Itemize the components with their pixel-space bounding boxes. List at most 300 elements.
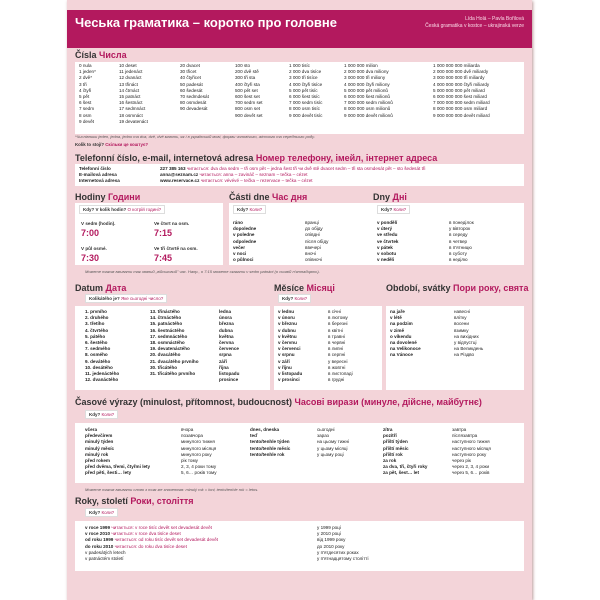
number-item: 9 000 000 000 devět miliard	[433, 112, 490, 118]
time-expr-ua: позавчора	[181, 433, 203, 439]
datum-q-ua: Яке сьогодні число?	[121, 296, 164, 301]
month-ua-item: в жовтні	[328, 364, 346, 370]
month-genitive-item: května	[219, 333, 234, 339]
dny-ua-item: в неділю	[449, 257, 468, 263]
time-expr-ua: 2, 3, 4 роки тому	[181, 464, 217, 470]
number-item: 4 000 čtyři tisíce	[289, 81, 323, 87]
month-ua-item: в лютому	[328, 315, 348, 321]
date-item: 14. čtrnáctého	[150, 315, 182, 321]
number-item: 19 devatenáct	[119, 118, 148, 124]
date-item: 11. jedenáctého	[85, 371, 120, 377]
number-item: 5 pět	[79, 94, 90, 100]
number-item: 6 000 šest tisíc	[289, 94, 320, 100]
cisla-column	[79, 63, 96, 125]
hodiny-time: 7:30	[81, 253, 100, 263]
casti-ua-item: ввечері	[305, 244, 321, 250]
number-item: 2 000 000 dva miliony	[344, 69, 389, 75]
authors-names: Lída Holá – Pavla Bořilová	[465, 16, 524, 22]
dny-ua-item: у вівторок	[449, 226, 471, 232]
number-item: 90 devadesát	[180, 106, 208, 112]
month-cz-item: v červnu	[278, 340, 297, 346]
time-expr-cz: příští měsíc	[383, 445, 409, 451]
dny-question	[377, 205, 410, 214]
date-item: 12. dvanáctého	[85, 377, 119, 383]
roky-ua	[317, 525, 369, 562]
month-ua-item: в грудні	[328, 377, 345, 383]
roky-title-ua: Роки, століття	[130, 496, 194, 506]
casove-note: Можете також вживати слово з тим же значенням: minulý rok = loni, tento/tenhle rok = letos.	[85, 487, 259, 492]
season-ua-item: на Різдво	[454, 352, 475, 358]
number-item: 10 deset	[119, 63, 137, 68]
casti-cz-item: v noci	[233, 251, 247, 257]
time-expr-ua: 5, 6… років тому	[181, 470, 217, 476]
datum-question	[85, 294, 167, 303]
month-ua-item: в липні	[328, 346, 344, 352]
season-cz-item: o víkendu	[390, 333, 412, 339]
cisla-title: Čísla	[75, 50, 97, 60]
season-cz-item: na Velikonoce	[390, 346, 421, 352]
casti-cz-item: o půlnoci	[233, 257, 254, 263]
time-expr-ua: через 2, 3, 4 роки	[452, 464, 490, 470]
month-genitive-item: listopadu	[219, 371, 240, 377]
casove-c2	[181, 427, 217, 477]
datum-title: Datum	[75, 283, 104, 293]
authors-subtitle: Česká gramatika v kostce – ukrajinská verze	[425, 23, 524, 29]
time-expr-ua: через 5, 6… років	[452, 470, 490, 476]
hodiny-note: Можете також вживати так званий „військовий" час. Напр., о 7:15 можете сказати v sedm patnáct (о сьомій п'ятнадцять).	[85, 269, 320, 274]
season-ua-item: на Великдень	[454, 346, 484, 352]
year-ua-item: у п'ятдесятих роках	[317, 549, 359, 555]
year-cz-item: v patnáctém století	[85, 556, 124, 562]
cisla-question	[75, 142, 148, 147]
casti-ua-item: вранці	[305, 220, 319, 225]
number-item: 6 šest	[79, 100, 92, 106]
month-ua-item: в квітні	[328, 327, 343, 333]
time-expr-cz: včera	[85, 427, 98, 432]
number-item: 8 000 000 000 osm miliard	[433, 106, 488, 112]
mesice-title-ua: Місяці	[306, 283, 335, 293]
number-item: 16 šestnáct	[119, 100, 143, 106]
roky-question	[85, 508, 118, 517]
month-genitive-item: ledna	[219, 309, 231, 314]
month-genitive-item: prosince	[219, 377, 239, 383]
authors	[425, 16, 524, 30]
obdobi-title-ua: Пори року, свята	[453, 283, 529, 293]
hodiny-label: Ve tři čtvrtě na osm.	[154, 246, 198, 251]
time-expr-cz: pozítří	[383, 433, 397, 439]
cisla-column	[289, 63, 322, 119]
number-item: 9 000 devět tisíc	[289, 112, 323, 118]
time-expr-cz: za dva, tři, čtyři roky	[383, 464, 428, 470]
time-expr-ua: через рік	[452, 458, 471, 464]
number-item: 6 000 000 000 šest miliard	[433, 94, 487, 100]
number-item: 500 pět set	[235, 87, 258, 93]
phone-value: 227 385 163 читається: dva dva sedm – tři osm pět – jedna šest tři чи dvě stě dvacet sedm – tři sta osmdesát pět – sto šedesát tři	[160, 166, 426, 171]
month-genitive-item: září	[219, 358, 227, 364]
date-item: 18. osmnáctého	[150, 340, 185, 346]
casti-ua-item: вночі	[305, 251, 316, 257]
time-expr-cz: tento/tenhle rok	[250, 451, 285, 457]
season-cz-item: na Vánoce	[390, 352, 413, 358]
season-ua-item: на вихідних	[454, 333, 479, 339]
time-expr-ua: завтра	[452, 427, 467, 432]
dny-q-ua: Коли?	[393, 207, 407, 212]
section-title-datum	[75, 283, 126, 293]
time-expr-cz: za pět, šest… let	[383, 470, 419, 476]
number-item: 7 000 000 000 sedm miliard	[433, 100, 490, 106]
roky-cz	[85, 525, 218, 562]
casti-cz-item: dopoledne	[233, 226, 257, 232]
dny-cz-item: v neděli	[377, 257, 395, 263]
section-title-hodiny	[75, 192, 140, 202]
cisla-column	[433, 63, 490, 119]
season-ua-item: навесні	[454, 309, 470, 314]
number-item: 3 000 000 000 tři miliardy	[433, 75, 485, 81]
number-item: 1 000 000 milion	[344, 63, 378, 68]
date-item: 7. sedmého	[85, 346, 111, 352]
hodiny-question	[79, 205, 165, 214]
year-ua-item: від 1999 року	[317, 537, 346, 543]
date-item: 6. šestého	[85, 340, 108, 346]
time-expr-cz: minulý měsíc	[85, 445, 115, 451]
month-cz-item: v srpnu	[278, 352, 295, 358]
month-ua-item: у вересні	[328, 358, 348, 364]
time-expr-cz: minulý rok	[85, 451, 109, 457]
hodiny-label: V půl osmé.	[81, 246, 107, 251]
time-expr-ua: минулого тижня	[181, 439, 215, 445]
casti-q: Kdy?	[237, 207, 249, 212]
number-item: 30 třicet	[180, 69, 197, 75]
month-cz-item: v září	[278, 358, 290, 364]
casove-c6	[452, 427, 491, 477]
time-expr-cz: před rokem	[85, 458, 111, 464]
cisla-column	[235, 63, 263, 119]
dny-ua-item: в четвер	[449, 238, 468, 244]
obdobi-ua	[454, 309, 483, 359]
time-expr-cz: předevčírem	[85, 433, 113, 439]
time-expr-cz: příští týden	[383, 439, 408, 445]
hodiny-label: V sedm (hodin).	[81, 221, 116, 226]
dny-ua-item: в середу	[449, 232, 468, 238]
mesice-ua	[328, 309, 353, 383]
section-title-dny	[373, 192, 407, 202]
hodiny-time: 7:15	[154, 228, 173, 238]
date-item: 9. devátého	[85, 358, 111, 364]
phone-title-ua: Номер телефону, імейл, інтернет адреса	[255, 153, 438, 163]
date-item: 3. třetího	[85, 321, 105, 327]
number-item: 80 osmdesát	[180, 100, 207, 106]
section-title-casti	[229, 192, 307, 202]
time-expr-cz: minulý týden	[85, 439, 114, 445]
cisla-column	[180, 63, 209, 113]
dny-cz	[377, 220, 398, 263]
phone-label: Telefonní číslo	[79, 166, 111, 171]
number-item: 400 čtyři sta	[235, 81, 260, 87]
grammar-sheet	[67, 0, 532, 600]
time-expr-ua: сьогодні	[317, 427, 335, 432]
casove-q: Kdy?	[89, 412, 101, 417]
obdobi-cz	[390, 309, 421, 359]
mesice-q: Kdy?	[282, 296, 294, 301]
cisla-column	[344, 63, 393, 119]
month-genitive-item: března	[219, 321, 234, 327]
dny-ua-item: в суботу	[449, 251, 467, 257]
number-item: 2 000 dva tisíce	[289, 69, 322, 75]
date-item: 5. pátého	[85, 333, 106, 339]
number-item: 100 sto	[235, 63, 251, 68]
casove-c1	[85, 427, 150, 477]
month-cz-item: v únoru	[278, 315, 295, 321]
number-item: 17 sedmnáct	[119, 106, 146, 112]
number-item: 0 nula	[79, 63, 92, 68]
season-cz-item: v zimě	[390, 327, 405, 333]
month-ua-item: в березні	[328, 321, 348, 327]
casove-question	[85, 410, 118, 419]
time-expr-ua: наступного року	[452, 451, 487, 457]
hodiny-title: Hodiny	[75, 192, 106, 202]
number-item: 15 patnáct	[119, 94, 141, 100]
time-expr-ua: наступного тижня	[452, 439, 490, 445]
time-expr-ua: зараз	[317, 433, 329, 439]
phone-label: E-mailová adresa	[79, 172, 117, 178]
hodiny-q-ua: О котрій годині?	[127, 207, 162, 212]
dny-cz-item: v úterý	[377, 226, 393, 232]
number-item: 900 devět set	[235, 112, 263, 118]
cisla-note: *Числівники jeden, jedna, jedno та dva, dvě, dvě мають, як і в українській мові, форми чоловічого, жіночого та середнього роду.	[75, 134, 315, 139]
number-item: 600 šest set	[235, 94, 260, 100]
time-expr-cz: tento/tenhle měsíc	[250, 445, 291, 451]
number-item: 7 000 sedm tisíc	[289, 100, 323, 106]
number-item: 1 000 000 000 miliarda	[433, 63, 480, 68]
phone-label: Internetová adresa	[79, 178, 120, 184]
casti-ua-item: до обіду	[305, 226, 323, 232]
time-expr-cz: teď	[250, 433, 258, 439]
season-ua-item: у відпустці	[454, 340, 477, 346]
month-genitive-item: července	[219, 346, 239, 352]
number-item: 4 000 000 000 čtyři miliardy	[433, 81, 490, 87]
number-item: 700 sedm set	[235, 100, 263, 106]
casove-title: Časové výrazy (minulost, přítomnost, budoucnost)	[75, 397, 293, 407]
time-expr-ua: вчора	[181, 427, 194, 432]
number-item: 11 jedenáct	[119, 69, 143, 75]
time-expr-cz: před dvěma, třemi, čtyřmi lety	[85, 464, 151, 470]
number-item: 5 000 pět tisíc	[289, 87, 318, 93]
number-item: 2 000 000 000 dvě miliardy	[433, 69, 489, 75]
date-item: 17. sedmnáctého	[150, 333, 188, 339]
season-cz-item: v létě	[390, 315, 402, 321]
year-cz-item: v roce 2010 читається: v roce dva tisíce deset	[85, 531, 181, 537]
cisla-column	[119, 63, 148, 125]
month-cz-item: v květnu	[278, 333, 297, 339]
number-item: 50 padesát	[180, 81, 203, 87]
dny-title-ua: Дні	[392, 192, 407, 202]
number-item: 40 čtyřicet	[180, 75, 201, 81]
casove-c4	[317, 427, 349, 458]
time-expr-ua: наступного місяця	[452, 445, 491, 451]
season-cz-item: na jaře	[390, 309, 405, 314]
casti-cz-item: večer	[233, 244, 246, 250]
phone-value: anna@seznam.cz читається: anna – zavináč – seznam – tečka – cézet	[160, 172, 308, 178]
casti-cz-item: ráno	[233, 220, 243, 225]
number-item: 5 000 000 000 pět miliard	[433, 87, 485, 93]
time-expr-ua: післязавтра	[452, 433, 478, 439]
number-item: 4 čtyři	[79, 87, 92, 93]
section-title-phone	[75, 153, 437, 163]
number-item: 6 000 000 šest milionů	[344, 94, 390, 100]
phone-value: www.reservace.cz читається: vévévé – tečka – rezervace – tečka – cézet	[160, 178, 313, 184]
hodiny-time: 7:45	[154, 253, 173, 263]
time-expr-cz: příští rok	[383, 451, 403, 457]
number-item: 1 000 tisíc	[289, 63, 310, 68]
number-item: 9 000 000 devět milionů	[344, 112, 393, 118]
casti-title: Části dne	[229, 192, 270, 202]
number-item: 800 osm set	[235, 106, 261, 112]
dny-q: Kdy?	[381, 207, 393, 212]
month-cz-item: v červenci	[278, 346, 301, 352]
datum-c2	[150, 309, 199, 377]
section-title-casove	[75, 397, 482, 407]
month-genitive-item: října	[219, 364, 229, 370]
time-expr-cz: tento/tenhle týden	[250, 439, 290, 445]
number-item: 12 dvanáct	[119, 75, 142, 81]
number-item: 13 třináct	[119, 81, 138, 87]
section-title-mesice	[274, 283, 335, 293]
roky-q-ua: Коли?	[101, 510, 115, 515]
hodiny-label: Ve čtvrt na osm.	[154, 221, 190, 226]
date-item: 16. šestnáctého	[150, 327, 185, 333]
hodiny-title-ua: Години	[108, 192, 141, 202]
month-ua-item: в травні	[328, 333, 345, 339]
month-cz-item: v listopadu	[278, 371, 303, 377]
phone-values	[160, 166, 425, 185]
date-item: 13. třináctého	[150, 309, 180, 314]
datum-c1	[85, 309, 119, 383]
month-cz-item: v březnu	[278, 321, 297, 327]
time-expr-cz: za rok	[383, 458, 397, 464]
hodiny-time: 7:00	[81, 228, 100, 238]
number-item: 7 000 000 sedm milionů	[344, 100, 393, 106]
casove-c5	[383, 427, 427, 477]
roky-title: Roky, století	[75, 496, 128, 506]
dny-ua	[449, 220, 474, 263]
dny-cz-item: ve čtvrtek	[377, 238, 399, 244]
page-title: Чеська граматика – коротко про головне	[75, 15, 337, 30]
hodiny-q2: V kolik hodin?	[95, 207, 127, 212]
season-ua-item: взимку	[454, 327, 469, 333]
year-cz-item: v roce 1999 читається: v roce tisíc devět set devadesát devět	[85, 525, 212, 530]
dny-cz-item: v sobotu	[377, 251, 397, 257]
time-expr-ua: минулого місяця	[181, 445, 217, 451]
month-ua-item: в листопаді	[328, 371, 353, 377]
month-ua-item: в січні	[328, 309, 341, 314]
number-item: 8 000 000 osm milionů	[344, 106, 391, 112]
section-title-roky	[75, 496, 194, 506]
dny-ua-item: в понеділок	[449, 220, 474, 225]
date-item: 15. patnáctého	[150, 321, 183, 327]
season-cz-item: na podzim	[390, 321, 413, 327]
number-item: 3 000 000 tři miliony	[344, 75, 386, 81]
section-title-cisla	[75, 50, 127, 60]
dny-ua-item: в п'ятницю	[449, 244, 472, 250]
casti-cz-item: v poledne	[233, 232, 255, 238]
number-item: 3 000 tři tisíce	[289, 75, 318, 81]
number-item: 20 dvacet	[180, 63, 200, 68]
cisla-q: Kolik to stojí?	[75, 142, 105, 147]
casti-cz	[233, 220, 256, 263]
number-item: 200 dvě stě	[235, 69, 259, 75]
date-item: 4. čtvrtého	[85, 327, 109, 333]
casti-title-ua: Час дня	[272, 192, 308, 202]
month-genitive-item: února	[219, 315, 232, 321]
date-item: 31. třicátého prvního	[150, 371, 196, 377]
obdobi-title: Období, svátky	[386, 283, 451, 293]
season-ua-item: влітку	[454, 315, 467, 321]
date-item: 19. devatenáctého	[150, 346, 190, 352]
number-item: 18 osmnáct	[119, 112, 143, 118]
time-expr-ua: у цьому році	[317, 451, 344, 457]
casove-c3	[250, 427, 290, 458]
year-ua-item: у п'ятнадцятому столітті	[317, 556, 369, 562]
mesice-question	[278, 294, 311, 303]
number-item: 8 osm	[79, 112, 92, 118]
phone-title: Telefonní číslo, e-mail, internetová adresa	[75, 153, 254, 163]
year-cz-item: v padesátých letech	[85, 549, 126, 555]
year-ua-item: у 1999 році	[317, 525, 341, 530]
mesice-title: Měsíce	[274, 283, 305, 293]
date-item: 20. dvacátého	[150, 352, 181, 358]
dny-title: Dny	[373, 192, 391, 202]
dny-cz-item: ve středu	[377, 232, 398, 238]
year-cz-item: do roku 2010 читається: do roku dva tisíce deset	[85, 543, 187, 549]
month-cz-item: v lednu	[278, 309, 295, 314]
casove-q-ua: Коли?	[101, 412, 115, 417]
number-item: 14 čtrnáct	[119, 87, 140, 93]
time-expr-ua: рік тому	[181, 458, 198, 464]
date-item: 1. prvního	[85, 309, 107, 314]
time-expr-cz: zítra	[383, 427, 393, 432]
datum-q: Kolikátého je?	[89, 296, 120, 301]
time-expr-ua: у цьому місяці	[317, 445, 348, 451]
number-item: 2 dvě*	[79, 75, 93, 81]
number-item: 60 šedesát	[180, 87, 203, 93]
casti-ua-item: після обіду	[305, 238, 329, 244]
casti-q-ua: Коли?	[249, 207, 263, 212]
number-item: 70 sedmdesát	[180, 94, 209, 100]
casti-ua	[305, 220, 328, 263]
number-item: 4 000 000 čtyři miliony	[344, 81, 390, 87]
season-cz-item: na dovolené	[390, 340, 417, 346]
datum-c3	[219, 309, 239, 383]
season-ua-item: восени	[454, 321, 469, 327]
section-title-obdobi	[386, 283, 528, 293]
roky-q: Kdy?	[89, 510, 101, 515]
month-cz-item: v dubnu	[278, 327, 296, 333]
time-expr-ua: на цьому тижні	[317, 439, 350, 445]
mesice-cz	[278, 309, 302, 383]
cisla-title-ua: Числа	[99, 50, 127, 60]
casti-cz-item: odpoledne	[233, 238, 257, 244]
year-ua-item: до 2010 року	[317, 543, 345, 549]
dny-cz-item: v pondělí	[377, 220, 398, 225]
mesice-q-ua: Коли?	[294, 296, 308, 301]
cisla-q-ua: Скільки це коштує?	[105, 142, 149, 147]
casti-ua-item: опівдні	[305, 232, 320, 238]
month-cz-item: v prosinci	[278, 377, 300, 383]
datum-title-ua: Дата	[105, 283, 127, 293]
number-item: 7 sedm	[79, 106, 95, 112]
month-ua-item: в серпні	[328, 352, 346, 358]
year-ua-item: у 2010 році	[317, 531, 341, 537]
